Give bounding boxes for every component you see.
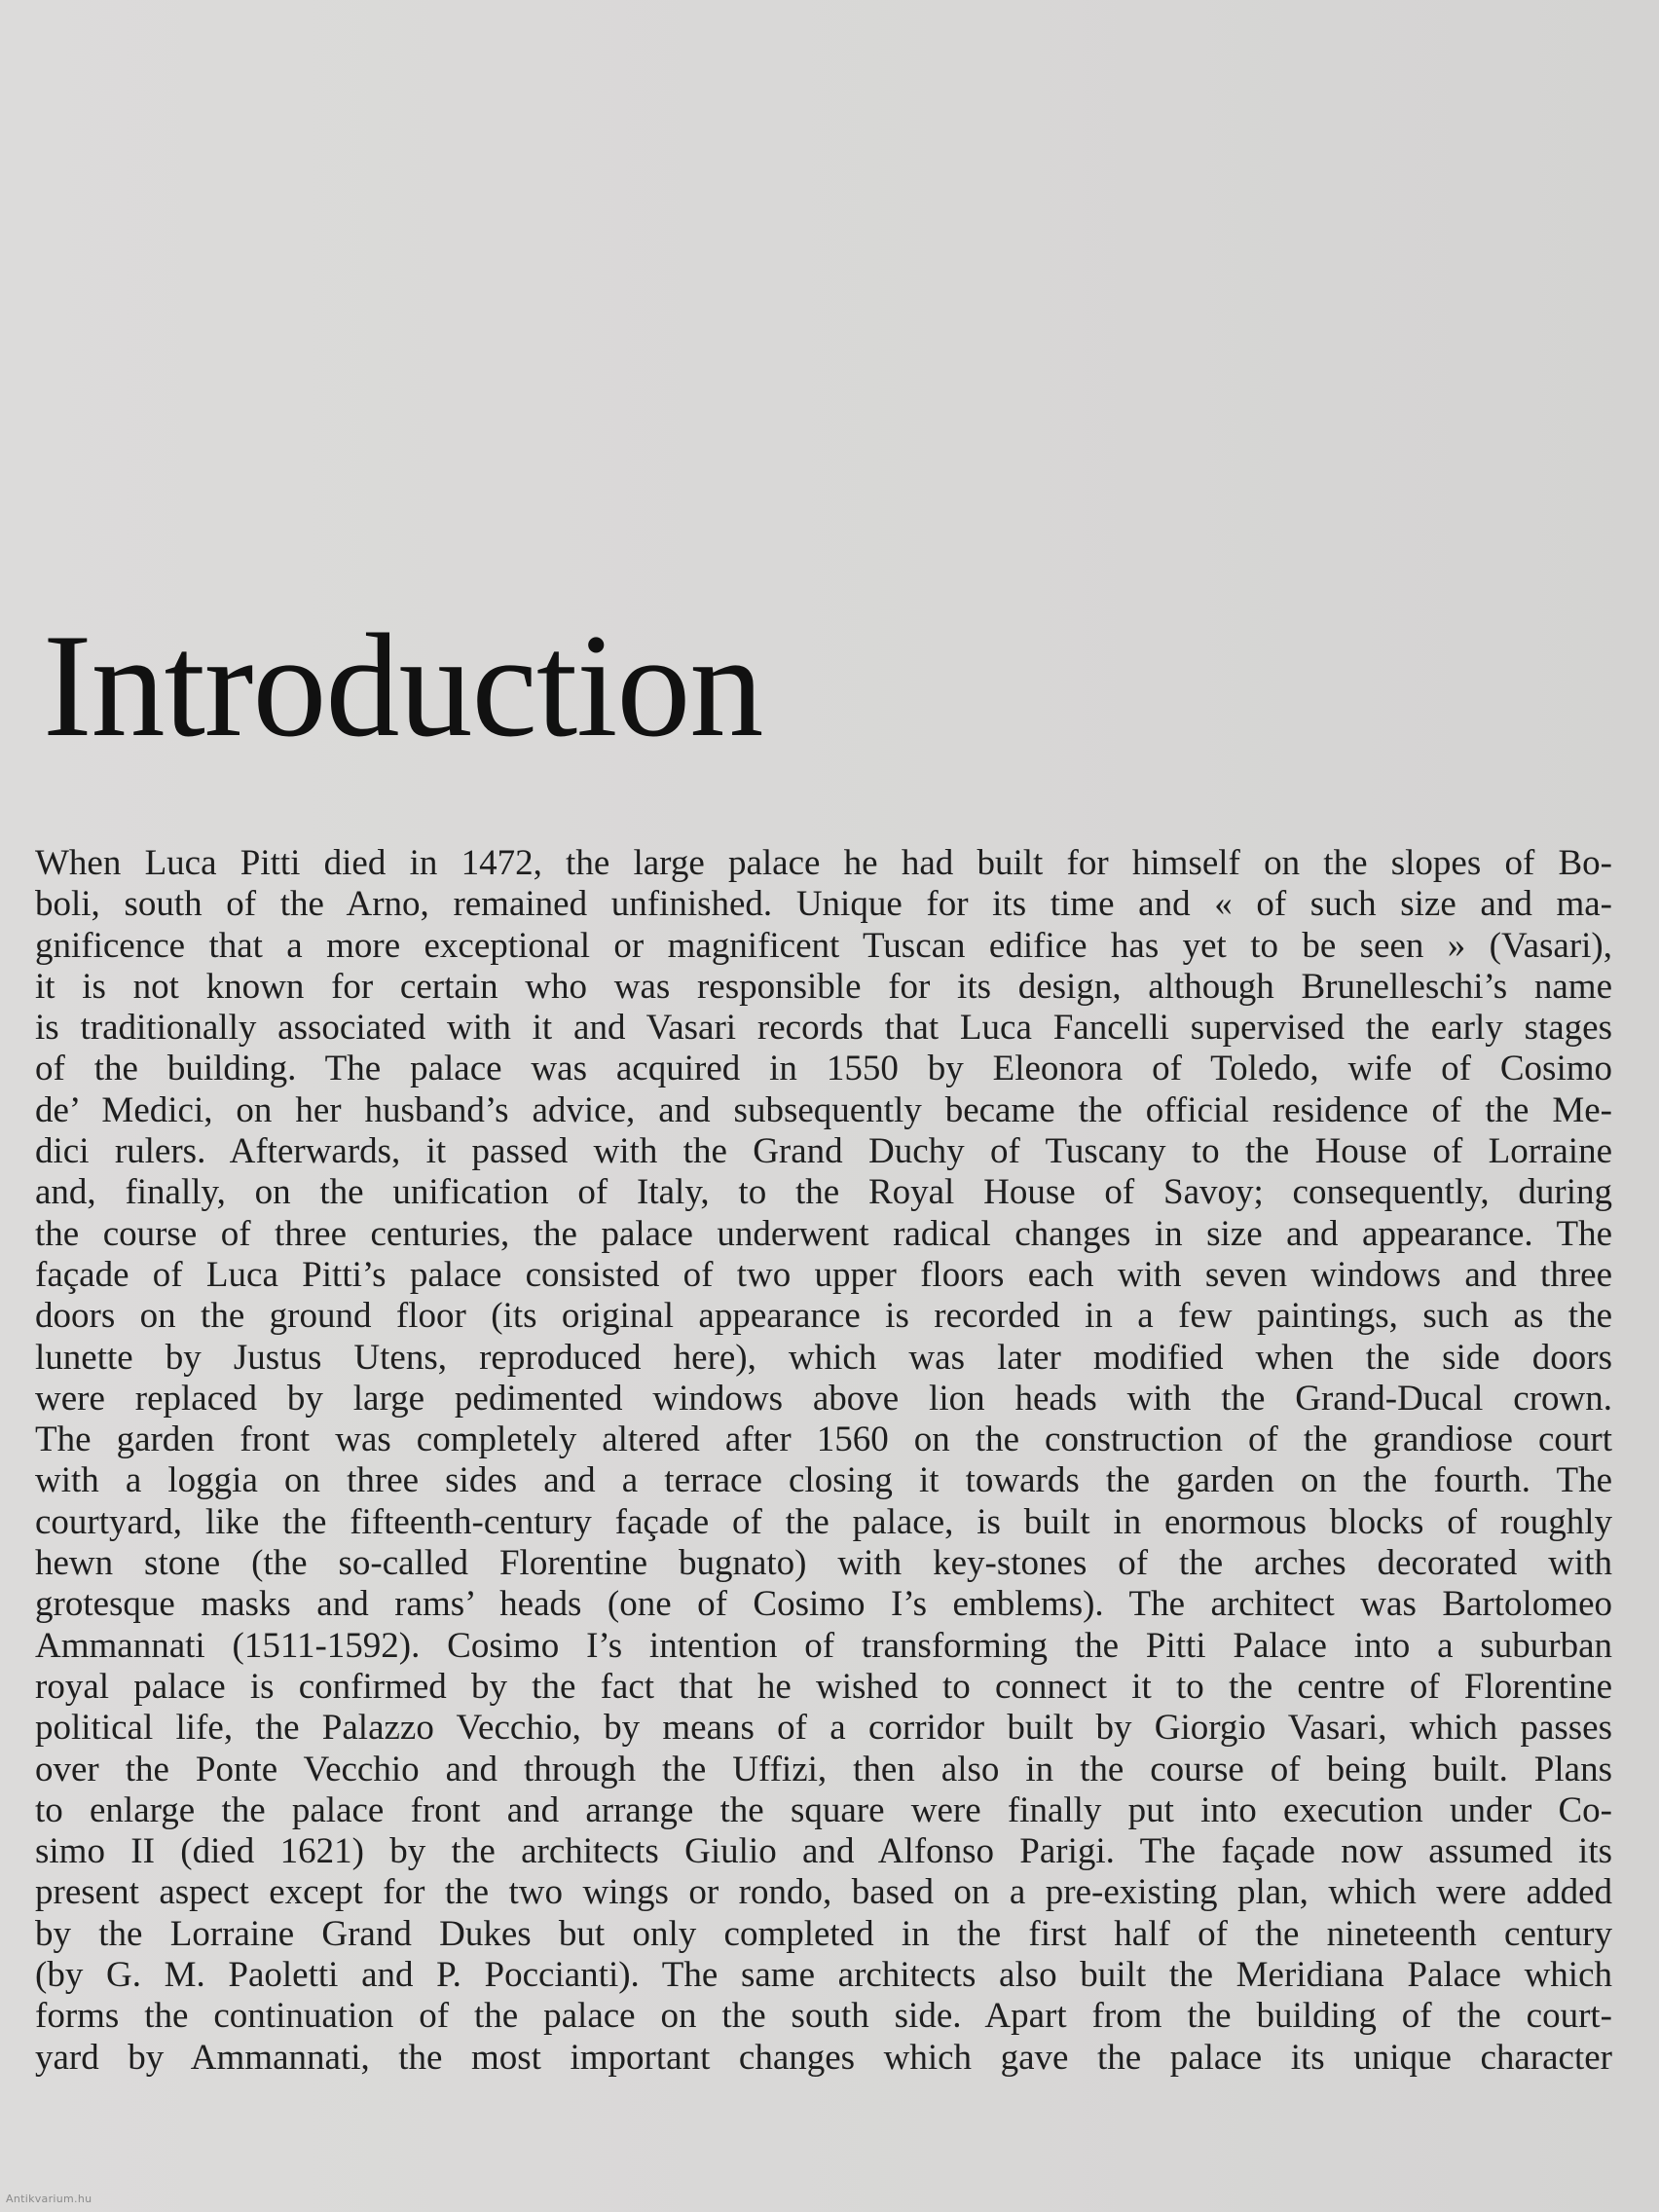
text-line: boli, south of the Arno, remained unfinished. Unique for its time and « of such size and ma- bbox=[35, 884, 1612, 925]
text-line: courtyard, like the fifteenth-century façade of the palace, is built in enormous blocks of roughly bbox=[35, 1501, 1612, 1542]
text-line: were replaced by large pedimented windows above lion heads with the Grand-Ducal crown. bbox=[35, 1378, 1612, 1419]
text-line: yard by Ammannati, the most important changes which gave the palace its unique character bbox=[35, 2037, 1612, 2078]
text-line: façade of Luca Pitti’s palace consisted of two upper floors each with seven windows and three bbox=[35, 1254, 1612, 1295]
text-line: to enlarge the palace front and arrange the square were finally put into execution under Co- bbox=[35, 1789, 1612, 1830]
text-line: de’ Medici, on her husband’s advice, and subsequently became the official residence of the Me- bbox=[35, 1089, 1612, 1130]
body-text bbox=[35, 843, 1612, 2079]
text-line: present aspect except for the two wings or rondo, based on a pre-existing plan, which were added bbox=[35, 1872, 1612, 1913]
text-line: it is not known for certain who was responsible for its design, although Brunelleschi’s name bbox=[35, 966, 1612, 1007]
text-line: royal palace is confirmed by the fact that he wished to connect it to the centre of Florentine bbox=[35, 1666, 1612, 1707]
text-line: grotesque masks and rams’ heads (one of Cosimo I’s emblems). The architect was Bartolomeo bbox=[35, 1584, 1612, 1625]
text-line: lunette by Justus Utens, reproduced here), which was later modified when the side doors bbox=[35, 1337, 1612, 1378]
text-line: with a loggia on three sides and a terrace closing it towards the garden on the fourth. The bbox=[35, 1460, 1612, 1501]
text-line: hewn stone (the so-called Florentine bugnato) with key-stones of the arches decorated with bbox=[35, 1543, 1612, 1584]
text-line: by the Lorraine Grand Dukes but only completed in the first half of the nineteenth century bbox=[35, 1913, 1612, 1954]
text-line: (by G. M. Paoletti and P. Poccianti). The same architects also built the Meridiana Palace which bbox=[35, 1955, 1612, 1996]
text-line: of the building. The palace was acquired in 1550 by Eleonora of Toledo, wife of Cosimo bbox=[35, 1049, 1612, 1089]
text-line: over the Ponte Vecchio and through the Uffizi, then also in the course of being built. Plans bbox=[35, 1749, 1612, 1789]
text-line: the course of three centuries, the palace underwent radical changes in size and appearance. The bbox=[35, 1213, 1612, 1254]
watermark: Antikvarium.hu bbox=[6, 2193, 92, 2205]
text-line: The garden front was completely altered after 1560 on the construction of the grandiose court bbox=[35, 1419, 1612, 1460]
text-line: political life, the Palazzo Vecchio, by means of a corridor built by Giorgio Vasari, which passes bbox=[35, 1708, 1612, 1749]
text-line: is traditionally associated with it and Vasari records that Luca Fancelli supervised the early stages bbox=[35, 1008, 1612, 1049]
text-line: gnificence that a more exceptional or magnificent Tuscan edifice has yet to be seen » (Vasari), bbox=[35, 925, 1612, 966]
text-line: and, finally, on the unification of Italy, to the Royal House of Savoy; consequently, during bbox=[35, 1172, 1612, 1213]
text-line: doors on the ground floor (its original appearance is recorded in a few paintings, such as the bbox=[35, 1296, 1612, 1337]
text-line: forms the continuation of the palace on the south side. Apart from the building of the court- bbox=[35, 1996, 1612, 2037]
text-line: Ammannati (1511-1592). Cosimo I’s intention of transforming the Pitti Palace into a suburban bbox=[35, 1625, 1612, 1666]
text-line: simo II (died 1621) by the architects Giulio and Alfonso Parigi. The façade now assumed its bbox=[35, 1831, 1612, 1872]
page-title: Introduction bbox=[43, 604, 763, 767]
text-line: When Luca Pitti died in 1472, the large palace he had built for himself on the slopes of Bo- bbox=[35, 843, 1612, 883]
text-line: dici rulers. Afterwards, it passed with the Grand Duchy of Tuscany to the House of Lorraine bbox=[35, 1131, 1612, 1172]
